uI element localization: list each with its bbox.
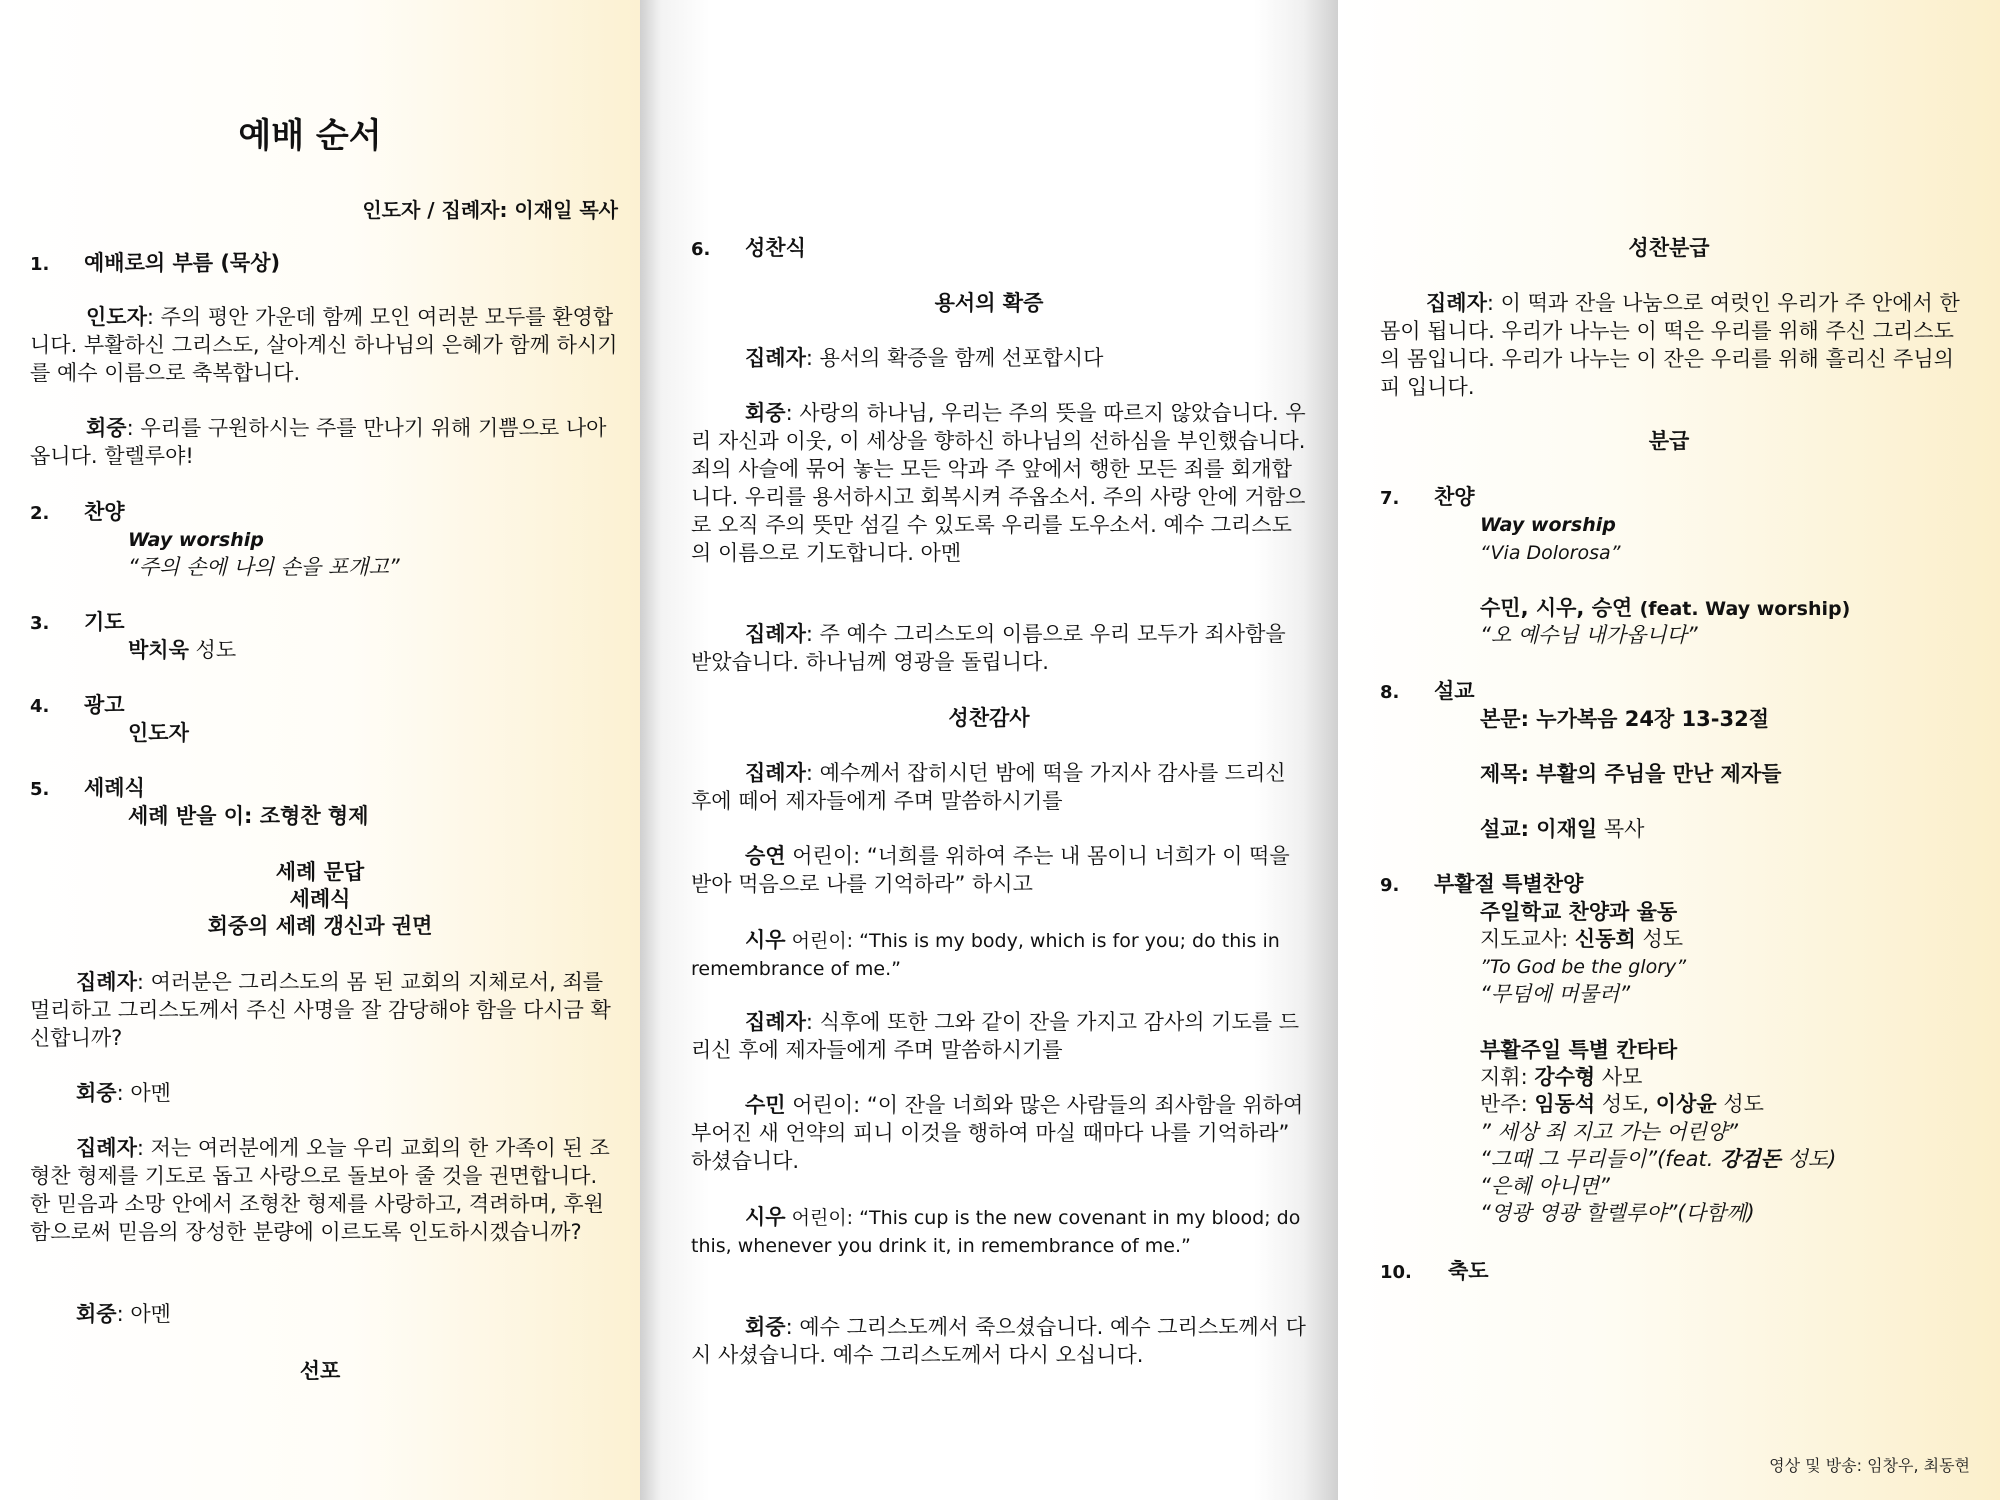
praise-song: “주의 손에 나의 손을 포개고” [128, 555, 400, 579]
thanks-4: 집례자: 식후에 또한 그와 같이 잔을 가지고 감사의 기도를 드리신 후에 제자들에게 주며 말씀하시기를 [691, 1010, 1300, 1062]
item7-song2: “오 예수님 내가옵니다” [1480, 623, 1698, 647]
baptism-candidate: 세례 받을 이: 조형찬 형제 [128, 804, 369, 828]
dialog-1: 집례자: 여러분은 그리스도의 몸 된 교회의 지체로서, 죄를 멀리하고 그리스도께서 주신 사명을 잘 감당해야 함을 다시금 확신합니까? [30, 970, 611, 1050]
item7-group: Way worship [1480, 514, 1616, 536]
right-panel [1338, 0, 2000, 1500]
thanks-3: 시우 어린이: “This is my body, which is for you; do this in remembrance of me.” [691, 928, 1280, 980]
item9-song-b: “무덤에 머물러” [1480, 982, 1631, 1006]
praise-group: Way worship [128, 529, 264, 551]
baptism-heading-1: 세례 문답 [275, 860, 365, 884]
call-leader-text: 인도자: 주의 평안 가운데 함께 모인 여러분 모두를 환영합니다. 부활하신 그리스도, 살아계신 하나님의 은혜가 함께 하시기를 예수 이름으로 축복합니다. [30, 305, 618, 385]
item-10: 10. 축도 [1380, 1259, 1489, 1283]
leader-line: 인도자 / 집례자: 이재일 목사 [362, 198, 618, 222]
cantata-song-3: “은혜 아니면” [1480, 1174, 1610, 1198]
middle-panel [640, 0, 1338, 1500]
item9-group1: 주일학교 찬양과 율동 [1480, 900, 1678, 924]
call-congregation-text: 회중: 우리를 구원하시는 주를 만나기 위해 기쁨으로 나아옵니다. 할렐루야! [30, 416, 607, 468]
item9-accompanist: 반주: 임동석 성도, 이상윤 성도 [1480, 1092, 1764, 1116]
dialog-4: 회중: 아멘 [76, 1302, 171, 1326]
credits: 영상 및 방송: 임창우, 최동현 [1769, 1456, 1970, 1475]
sermon-text: 본문: 누가복음 24장 13-32절 [1480, 707, 1770, 731]
sermon-title: 제목: 부활의 주님을 만난 제자들 [1480, 762, 1782, 786]
proclaim-heading: 선포 [299, 1359, 341, 1383]
assurance-title: 용서의 확증 [934, 291, 1044, 315]
item-1: 1. 예배로의 부름 (묵상) [30, 251, 281, 275]
cantata-song-2: “그때 그 무리들이”(feat. 강검돈 성도) [1480, 1147, 1837, 1171]
prayer-person: 박치욱 성도 [128, 638, 237, 662]
baptism-heading-3: 회중의 세례 갱신과 권면 [207, 914, 433, 938]
dialog-3: 집례자: 저는 여러분에게 오늘 우리 교회의 한 가족이 된 조형찬 형제를 기도로 돕고 사랑으로 돌보아 줄 것을 권면합니다. 한 믿음과 소망 안에서 조형찬 형제를 사랑하고, 격려하며, 후원함으로써 믿음의 장성한 분량에 이르도록 인도하시겠습니까? [30, 1136, 610, 1244]
item9-song-a: ”To God be the glory” [1480, 956, 1687, 978]
page-title: 예배 순서 [238, 116, 382, 156]
left-panel [0, 0, 640, 1500]
dialog-2: 회중: 아멘 [76, 1081, 171, 1105]
assurance-3: 집례자: 주 예수 그리스도의 이름으로 우리 모두가 죄사함을 받았습니다. 하나님께 영광을 돌립니다. [691, 622, 1286, 674]
item-3: 3. 기도 [30, 610, 125, 634]
item-5: 5. 세례식 [30, 776, 145, 800]
announce-person: 인도자 [128, 721, 189, 745]
assurance-2: 회중: 사랑의 하나님, 우리는 주의 뜻을 따르지 않았습니다. 우리 자신과 이웃, 이 세상을 향하신 하나님의 선하심을 부인했습니다. 죄의 사슬에 묶어 놓는 모든 악과 주 앞에서 행한 모든 죄를 회개합니다. 우리를 용서하시고 회복시켜 주옵소서. 주의 사랑 안에 거함으로 오직 주의 뜻만 섬길 수 있도록 우리를 도우소서. 예수 그리스도의 이름으로 기도합니다. 아멘 [691, 401, 1306, 565]
distribution-text: 집례자: 이 떡과 잔을 나눔으로 여럿인 우리가 주 안에서 한몸이 됩니다. 우리가 나누는 이 떡은 우리를 위해 주신 그리스도의 몸입니다. 우리가 나누는 이 잔은 우리를 위해 흘리신 주님의 피 입니다. [1380, 291, 1960, 399]
item9-conductor: 지휘: 강수형 사모 [1480, 1065, 1643, 1089]
item-4: 4. 광고 [30, 693, 125, 717]
item7-singers: 수민, 시우, 승연 (feat. Way worship) [1480, 596, 1851, 620]
thanks-title: 성찬감사 [948, 706, 1030, 730]
thanks-5: 수민 어린이: “이 잔을 너희와 많은 사람들의 죄사함을 위하여 부어진 새 언약의 피니 이것을 행하여 마실 때마다 나를 기억하라” 하셨습니다. [691, 1093, 1304, 1173]
distribute-label: 분급 [1648, 429, 1690, 453]
item-7: 7. 찬양 [1380, 485, 1475, 509]
item9-teacher: 지도교사: 신동희 성도 [1480, 927, 1684, 951]
thanks-6: 시우 어린이: “This cup is the new covenant in my blood; do this, whenever you drink it, in remembrance of me.” [691, 1205, 1301, 1257]
sermon-preacher: 설교: 이재일 목사 [1480, 817, 1645, 841]
thanks-1: 집례자: 예수께서 잡히시던 밤에 떡을 가지사 감사를 드리신 후에 떼어 제자들에게 주며 말씀하시기를 [691, 761, 1286, 813]
thanks-7: 회중: 예수 그리스도께서 죽으셨습니다. 예수 그리스도께서 다시 사셨습니다. 예수 그리스도께서 다시 오십니다. [691, 1315, 1306, 1367]
thanks-2: 승연 어린이: “너희를 위하여 주는 내 몸이니 너희가 이 떡을 받아 먹음으로 나를 기억하라” 하시고 [691, 844, 1290, 896]
item-6: 6. 성찬식 [691, 236, 806, 260]
cantata-song-1: ” 세상 죄 지고 가는 어린양” [1480, 1120, 1738, 1144]
item-8: 8. 설교 [1380, 679, 1475, 703]
distribution-title: 성찬분급 [1628, 236, 1710, 260]
item-9: 9. 부활절 특별찬양 [1380, 872, 1584, 896]
item-2: 2. 찬양 [30, 500, 125, 524]
baptism-heading-2: 세례식 [289, 887, 351, 911]
item9-group2: 부활주일 특별 칸타타 [1480, 1038, 1678, 1062]
item7-song: “Via Dolorosa” [1480, 542, 1621, 564]
cantata-song-4: “영광 영광 할렐루야”(다함께) [1480, 1201, 1755, 1225]
assurance-1: 집례자: 용서의 확증을 함께 선포합시다 [745, 346, 1104, 370]
